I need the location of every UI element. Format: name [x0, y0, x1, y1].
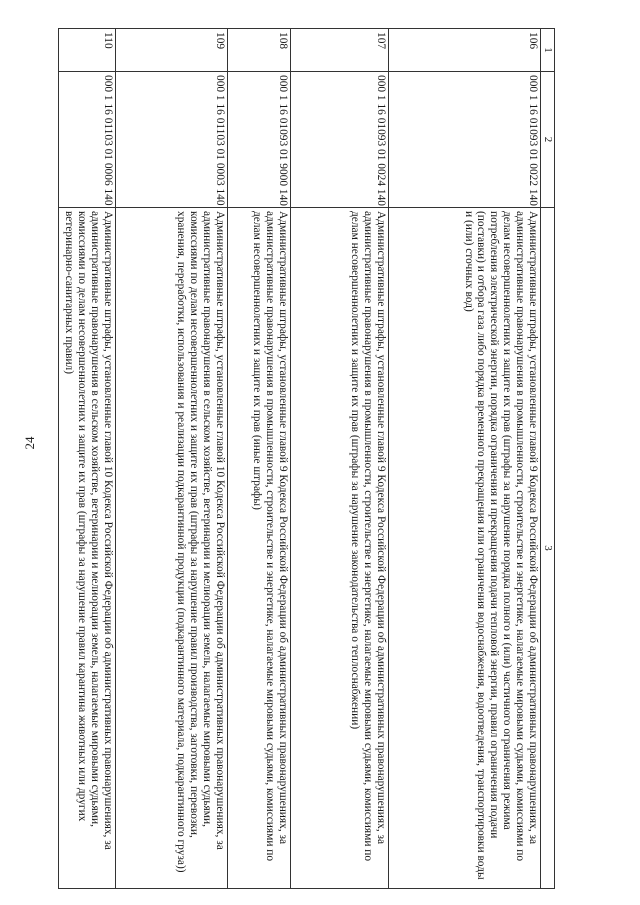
row-description: Административные штрафы, установленные главой 10 Кодекса Российской Федерации об административных правонарушениях, за административные правонарушения в сельском хозяйстве, ветеринарии и мелиорации земель, налагаемые мировыми судьями, комиссиями по делам несовершеннолетних и защите их прав (штрафы за нарушение правил карантина животных или других ветеринарно-санитарных правил)	[59, 208, 116, 889]
row-description: Административные штрафы, установленные главой 9 Кодекса Российской Федерации об административных правонарушениях, за административные правонарушения в промышленности, строительстве и энергетике, налагаемые мировыми судьями, комиссиями по делам несовершеннолетних и защите их прав (штрафы за нарушение законодательства о теплоснабжении)	[291, 208, 389, 889]
budget-code: 000 1 16 01093 01 9000 140	[228, 72, 291, 208]
table-row	[291, 29, 389, 889]
row-description: Административные штрафы, установленные главой 9 Кодекса Российской Федерации об административных правонарушениях, за административные правонарушения в промышленности, строительстве и энергетике, налагаемые мировыми судьями, комиссиями по делам несовершеннолетних и защите их прав (иные штрафы)	[228, 208, 291, 889]
table-header-row	[541, 29, 555, 889]
table-container	[60, 28, 555, 888]
budget-codes-table	[58, 28, 555, 889]
table-row	[116, 29, 228, 889]
page-number: 24	[22, 436, 37, 450]
table-row	[59, 29, 116, 889]
row-description: Административные штрафы, установленные главой 10 Кодекса Российской Федерации об административных правонарушениях, за административные правонарушения в сельском хозяйстве, ветеринарии и мелиорации земель, налагаемые мировыми судьями, комиссиями по делам несовершеннолетних и защите их прав (штрафы за нарушение правил производства, заготовки, перевозки, хранения, переработки, использования и реализации подкарантинной продукции (подкарантинного материала, подкарантинного груза))	[116, 208, 228, 889]
budget-code: 000 1 16 01093 01 0022 140	[389, 72, 541, 208]
header-col-2: 2	[541, 72, 555, 208]
budget-code: 000 1 16 01103 01 0003 140	[116, 72, 228, 208]
header-col-3: 3	[541, 208, 555, 889]
budget-code: 000 1 16 01103 01 0006 140	[59, 72, 116, 208]
table-row	[389, 29, 541, 889]
budget-code: 000 1 16 01093 01 0024 140	[291, 72, 389, 208]
table-row	[228, 29, 291, 889]
header-col-1: 1	[541, 29, 555, 72]
row-number: 109	[116, 29, 228, 72]
row-number: 108	[228, 29, 291, 72]
row-number: 110	[59, 29, 116, 72]
row-description: Административные штрафы, установленные главой 9 Кодекса Российской Федерации об административных правонарушениях, за административные правонарушения в промышленности, строительстве и энергетике, налагаемые мировыми судьями, комиссиями по делам несовершеннолетних и защите их прав (штрафы за нарушение порядка полного и (или) частичного ограничения режима потребления электрической энергии, порядка ограничения и прекращения подачи тепловой энергии, правил ограничения подачи (поставки) и отбора газа либо порядка временного прекращения или ограничения водоснабжения, водоотведения, транспортировки воды и (или) сточных вод)	[389, 208, 541, 889]
row-number: 106	[389, 29, 541, 72]
row-number: 107	[291, 29, 389, 72]
